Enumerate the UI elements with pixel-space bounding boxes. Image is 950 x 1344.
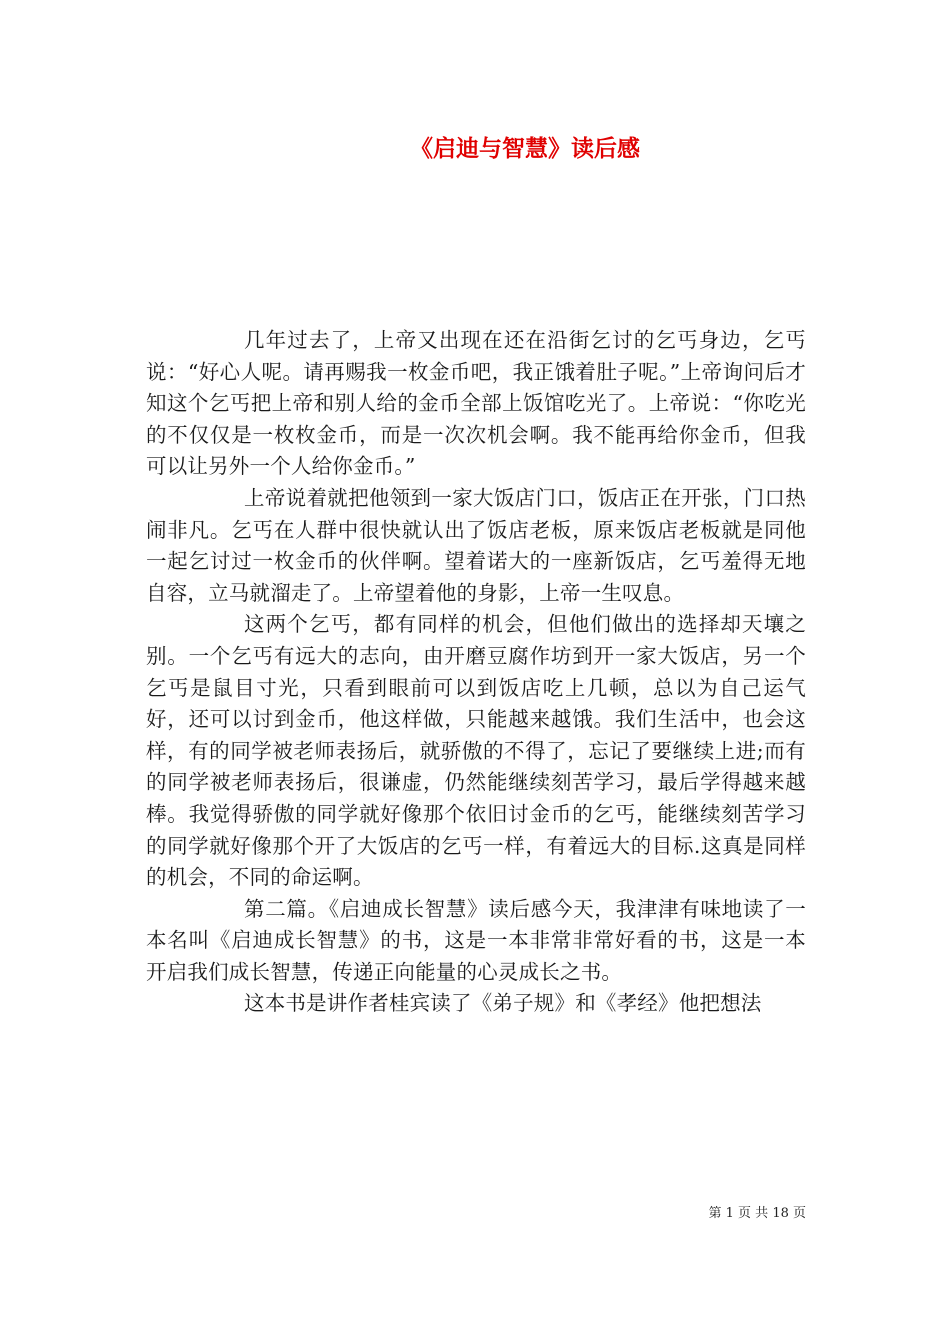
document-title: 《启迪与智慧》读后感 <box>410 135 640 162</box>
paragraph-4: 第二篇。《启迪成长智慧》读后感今天，我津津有味地读了一本名叫《启迪成长智慧》的书，这是一本非常非常好看的书，这是一本开启我们成长智慧，传递正向能量的心灵成长之书。 <box>146 896 806 984</box>
paragraph-5: 这本书是讲作者桂宾读了《弟子规》和《孝经》他把想法 <box>244 991 762 1016</box>
page-number-footer: 第 1 页 共 18 页 <box>708 1206 806 1221</box>
paragraph-1: 几年过去了，上帝又出现在还在沿街乞讨的乞丐身边，乞丐说：“好心人呢。请再赐我一枚金币吧，我正饿着肚子呢。”上帝询问后才知这个乞丐把上帝和别人给的金币全部上饭馆吃光了。上帝说：“你吃光的不仅仅是一枚枚金币，而是一次次机会啊。我不能再给你金币，但我可以让另外一个人给你金币。” <box>146 328 806 479</box>
paragraph-2: 上帝说着就把他领到一家大饭店门口，饭店正在开张，门口热闹非凡。乞丐在人群中很快就认出了饭店老板，原来饭店老板就是同他一起乞讨过一枚金币的伙伴啊。望着诺大的一座新饭店，乞丐羞得无地自容，立马就溜走了。上帝望着他的身影，上帝一生叹息。 <box>146 485 806 605</box>
document-body <box>146 325 806 1020</box>
paragraph-3: 这两个乞丐，都有同样的机会，但他们做出的选择却天壤之别。一个乞丐有远大的志向，由开磨豆腐作坊到开一家大饭店，另一个乞丐是鼠目寸光，只看到眼前可以到饭店吃上几顿，总以为自己运气好，还可以讨到金币，他这样做，只能越来越饿。我们生活中，也会这样，有的同学被老师表扬后，就骄傲的不得了，忘记了要继续上进;而有的同学被老师表扬后，很谦虚，仍然能继续刻苦学习，最后学得越来越棒。我觉得骄傲的同学就好像那个依旧讨金币的乞丐，能继续刻苦学习的同学就好像那个开了大饭店的乞丐一样，有着远大的目标.这真是同样的机会，不同的命运啊。 <box>146 612 806 890</box>
